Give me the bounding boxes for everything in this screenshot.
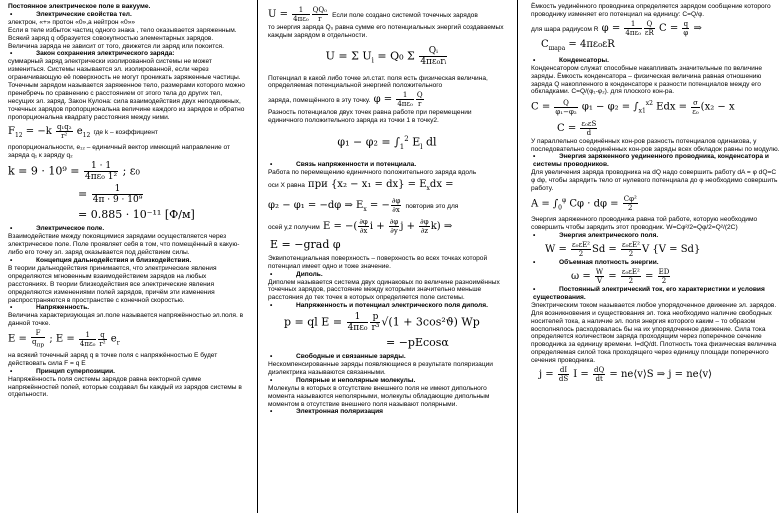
text-potential-3: Потенциал в какой либо точке эл.стат. поля есть физическая величина, определяемая потенциальной энергией положительного <box>268 74 488 90</box>
heading-dipole: • Диполь. <box>268 271 506 279</box>
formula-grad: E = −grad φ <box>270 237 341 251</box>
heading-polarization: • Электронная поляризация <box>268 408 506 416</box>
heading-charge: • Электрические свойства тел. <box>8 11 246 19</box>
column-2 <box>268 0 506 513</box>
text-charge-2: Если в теле избыток частиц одного знака , тело оказывается заряженным. <box>8 26 237 34</box>
formula-potential-energy: U = $\frac{1}{\text{4πε₀}}$ $\frac{\text{QQ₀}}{r}$ Если поле создано системой точечных зарядов <box>268 6 478 23</box>
heading-capacitor: • Конденсаторы. <box>531 57 780 65</box>
text-potential-5: Разность потенциалов двух точек равна работе при перемещении единичного положительного заряда из точки 1 в точку2. <box>268 109 472 125</box>
text-dipole: Диполем называется система двух одинаковых по величине разноимённых точечных зарядов, расстояние между которыми значительно меньше расстояния до тех точек в которых определяется поле системы. <box>268 278 500 302</box>
text-strength: Величина характеризующая эл.поле называется напряжённостью эл.поля. в данной точке. <box>8 312 244 328</box>
formula-field-energy: W = $\frac{\text{ε₀εE²}}{2}$ Sd = $\frac{\text{ε₀εE²}}{2}$ V {V = Sd} <box>545 241 701 259</box>
formula-potential-diff: $\varphi_1 - \varphi_2 = \int_1^2$ $E_l$ dl <box>337 135 437 151</box>
column-divider-right <box>517 0 518 513</box>
text-equipotential: Эквипотенциальная поверхность – поверхность во всех точках которой потенциал имеет одно и тоже значение. <box>268 254 488 270</box>
text-charge-1: электрон, «+» протон «0»,а нейтрон «0»» <box>8 18 136 26</box>
text-coulomb: пропорциональности, e₁₂ – единичный вектор имеющий направление от заряда q₁ к заряду q₂ <box>8 143 231 159</box>
formula-dipole-field: p = ql E = $\frac{1}{\text{4πε₀}}$ $\frac{p}{\text{r³}}$ √(1 + 3cos²ϑ) Wp <box>284 312 480 334</box>
text-capacitor: Конденсатором служат способные накапливать значительные по величине заряды. Ёмкость конденсатора – физическая величина равная отношению заряда Q накопленного в конденсаторе к разности потенциалов между его обкладками. C=Q/(φ₁-φ₂). для плоского кон-ра. <box>531 64 763 96</box>
text-action: В теории дальнодействия принимается, что электрические явления определяются мгновенным взаимодействием зарядов на любых расстояниях. В теории близкодействия все электрические явления определяются изменениями полей зарядов, причём эти изменения распространяются в пространстве с конечной скоростью. <box>8 264 217 304</box>
heading-superposition: • Принцип суперпозиции. <box>8 368 246 376</box>
text-bound: Нескомпенсированные заряды появляющиеся в результате поляризации диэлектрика называются связанными. <box>268 361 493 376</box>
formula-capacitor-plane: C = $\frac{\text{ε₀εS}}{d}$ <box>557 119 597 137</box>
text-potential-1: Если поле создано системой точечных зарядов <box>332 12 478 19</box>
heading-energy-conductor: • Энергия заряженного уединенного проводника, конденсатора и системы проводников. <box>531 153 780 169</box>
formula-current: j = $\frac{dI}{dS}$ I = $\frac{dQ}{dt}$ = ne⟨v⟩S ⇒ j = ne⟨v⟩ <box>539 366 713 384</box>
column-1 <box>8 0 246 513</box>
text-conservation: суммарный заряд электрически изолированной системы не может измениться. Системы называется эл. изолированной, если через ограничивающую её поверхность не могут проникать заряженные частицы. Точечным зарядом называется заряженное тело, размерами которого можно пренебречь по сравнению с расстоянием от этого тела до других тел, несущих эл. заряд. Закон Кулона: сила взаимодействия двух неподвижных, точечных зарядов пропорциональна величине каждого из зарядов и обратно пропорциональна квадрату расстояния между ними. <box>8 58 245 121</box>
text-energy-2: Энергия заряженного проводника равна той работе, которую необходимо совершить чтобы зарядить этот проводник. W=Cφ²/2=Qφ/2=Q²/(2C) <box>531 216 758 232</box>
text-energy-conductor: Для увеличения заряда проводника на dQ надо совершить работу dA = φ dQ=C φ dφ, чтобы зарядить тело от нулевого потенциала до φ необходимо совершить работу. <box>531 169 778 193</box>
heading-conservation: • Закон сохранения электрического заряда: <box>8 50 246 58</box>
heading-dipole-field: • Напряженность и потенциал электрического поля диполя. <box>268 302 506 310</box>
heading-strength: • Напряженность. <box>8 304 246 312</box>
text-field: Взаимодействие между покоящимися зарядами осуществляется через электрическое поле. Поле проявляет себя в том, что помещённый в какую-либо его точку эл. заряд оказывается под действием силы. <box>8 233 240 257</box>
formula-eps: = $\frac{1}{\text{4π · 9 · 10⁹}}$ <box>78 184 143 206</box>
column-3 <box>531 0 780 513</box>
text-potential-2: то энергия заряда Q₀ равна сумме его потенциальных энергий создаваемых каждым зарядом в отдельности. <box>268 24 504 39</box>
heading-polar: • Полярные и неполярные молекулы. <box>268 377 506 385</box>
text-current: Электрическим током называется любое упорядоченное движение эл. зарядов. Для возникновения и существования эл. тока необходимо наличие свободных носителей тока, а наличие эл. поля энергия которого каким – то образом восполнялось расходовалась бы на их упорядоченное движение. Сила тока определяется количеством заряда проходящим через поперечное сечение проводника за единицу времени. I=dQ/dt. Плотность тока физическая величина определяемая силой тока проходящего через единицу площади поперечного сечения проводника. <box>531 301 777 365</box>
formula-sphere-result: $C_{шара} = 4\pi\varepsilon_0\varepsilon R$ <box>541 38 615 52</box>
column-divider-left <box>257 0 258 513</box>
heading-action: • Концепция дальнодействия и близкодействия. <box>8 257 246 265</box>
heading-field: • Электрическое поле. <box>8 225 246 233</box>
formula-work-x: оси X равна при $\{x_2 - x_1 = dx\} = E_xdx$ = <box>268 178 454 192</box>
formula-strength: E = $\frac{F}{q_{пр}}$ ; E = $\frac{1}{\text{4πε₀}}$ $\frac{q}{\text{r²}}$ $e_r$ <box>8 329 120 349</box>
text-relation-1: Работа по перемещению единичного положительного заряда вдоль <box>268 168 477 176</box>
formula-density: ω = $\frac{W}{V}$ = $\frac{\text{ε₀εE²}}{2}$ = $\frac{ED}{2}$ <box>571 267 670 285</box>
heading-current: • Постоянный электрический ток, его характеристики и условия существования. <box>531 286 780 302</box>
heading-density: • Объемная плотность энергии. <box>531 259 780 267</box>
formula-potential: заряда, помещённого в эту точку. φ = $\frac{1}{\text{4πε₀}}$ $\frac{Q}{r}$ <box>268 91 423 109</box>
text-charge-3: Всякий заряд q образуется совокупностью элементарных зарядов. <box>8 34 214 42</box>
text-parallel: У параллельно соединённых кон-ров разность потенциалов одинакова, у последовательно соединённых кон-ров заряды всех обкладок равны по модулю. <box>531 137 780 153</box>
formula-capacitor: C = $\frac{Q}{\text{φ₁−φ₂}}$ $\varphi_1 - \varphi_2 = \int_{x1}^{x2}$ Edx = $\frac{\sigma}{\text{ε₀}}$ (x₂ − x <box>531 98 735 116</box>
formula-dipole-energy: = −pEcosα <box>386 336 449 350</box>
text-relation-1b: оси X равна <box>268 181 305 189</box>
text-potential-4: заряда, помещённого в эту точку. <box>268 97 371 105</box>
formula-coulomb: $F_{12} = -k$ $\frac{\text{q₁q₂}}{\text{r²}}$ $e_{12}$ где k – коэффициент <box>8 122 158 140</box>
text-relation-2: повторив это для <box>405 202 459 210</box>
formula-gradient-x: φ₂ − φ₁ = −dφ ⇒ $E_x$ = − $\frac{\partial\varphi}{\partial x}$ повторив это для <box>268 196 459 214</box>
coulomb-note: где k – коэффициент <box>93 128 158 136</box>
formula-gradient: осей y,z получим E = −( $\frac{\partial\varphi}{\partial x}$ i + $\frac{\partial\varphi}{\partial y}$ j + $\frac{\partial\varphi}{\partial z}$ k) ⇒ <box>268 217 453 235</box>
formula-sphere-capacity: для шара радиусом R φ = $\frac{1}{\text{4πε₀}}$ $\frac{Q}{\varepsilon R}$ C = $\frac{q}{\varphi}$ ⇒ <box>531 19 702 37</box>
text-relation-3: осей y,z получим <box>268 223 320 231</box>
formula-k: k = 9 · 10⁹ = $\frac{1 \cdot 1}{\text{4πε₀ 1²}}$ ; ε₀ <box>8 161 140 183</box>
formula-work-charge: $A = \int_0^\varphi$ Cφ · dφ = $\frac{\text{Cφ²}}{2}$ <box>531 195 637 213</box>
formula-sum-energy: U = Σ $U_i = Q_0$ Σ $\frac{\text{Qᵢ}}{\text{4πε₀rᵢ}}$ <box>325 45 447 67</box>
text-charge-4: Величина заряда не зависит от того, движется ли заряд или покоится. <box>8 42 224 50</box>
text-capacity: Ёмкость уединённого проводника определяется зарядом сообщение которого проводнику изменяет его потенциал на единицу: C=Q/φ. <box>531 3 771 18</box>
page-title: Постоянное электрическое поле в вакууме. <box>8 3 151 10</box>
text-strength-2: на всякий точечный заряд q в точке поля с напряжённостью E будет действовать сила F = q E <box>8 351 218 367</box>
heading-relation: • Связь напряженности и потенциала. <box>268 161 506 169</box>
text-superposition: Напряжённость поля системы зарядов равна векторной сумме напряжённостей полей, которые создавал бы каждый из зарядов системы в отдельности. <box>8 375 242 399</box>
heading-field-energy: • Энергия электрического поля. <box>531 232 780 240</box>
text-polar: Молекулы в которых в отсутствие внешнего поля не имеют дипольного момента называются неполярными, молекулы обладающие дипольным моментом в отсутствие внешнего поля называют полярными. <box>268 384 490 408</box>
text-sphere: для шара радиусом R <box>531 25 599 33</box>
formula-eps-value: = 0.885 · 10⁻¹¹ [Ф/м] <box>78 208 195 222</box>
heading-bound: • Свободные и связанные заряды. <box>268 353 506 361</box>
